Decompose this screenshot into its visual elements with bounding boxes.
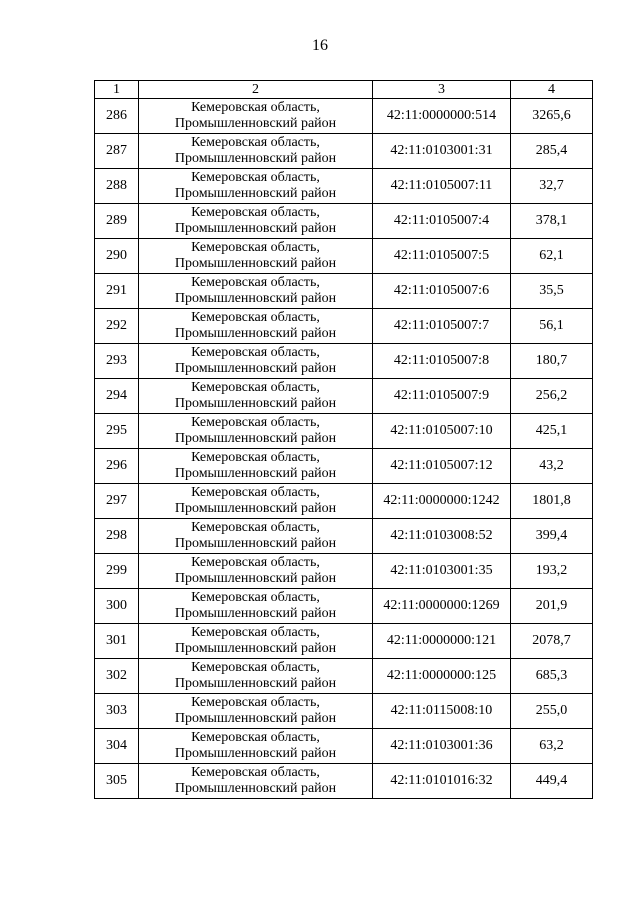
address-region: Кемеровская область, <box>191 170 320 185</box>
value-cell: 256,2 <box>511 379 593 414</box>
address-district: Промышленновский район <box>174 396 337 411</box>
address-region: Кемеровская область, <box>191 415 320 430</box>
address-region: Кемеровская область, <box>191 450 320 465</box>
cadastral-number-cell: 42:11:0105007:11 <box>373 169 511 204</box>
table-row <box>95 379 593 414</box>
address-district: Промышленновский район <box>174 291 337 306</box>
address-region: Кемеровская область, <box>191 100 320 115</box>
address-region: Кемеровская область, <box>191 380 320 395</box>
page-number: 16 <box>312 37 328 54</box>
value-cell: 378,1 <box>511 204 593 239</box>
address-district: Промышленновский район <box>174 466 337 481</box>
table-body <box>95 99 593 799</box>
row-number-cell: 292 <box>95 309 139 344</box>
address-district: Промышленновский район <box>174 431 337 446</box>
cadastral-number-cell: 42:11:0105007:5 <box>373 239 511 274</box>
value-cell: 201,9 <box>511 589 593 624</box>
table-row <box>95 274 593 309</box>
address-region: Кемеровская область, <box>191 240 320 255</box>
cadastral-number-cell: 42:11:0000000:125 <box>373 659 511 694</box>
address-cell <box>139 414 373 449</box>
address-region: Кемеровская область, <box>191 660 320 675</box>
address-district: Промышленновский район <box>174 571 337 586</box>
cadastral-number-cell: 42:11:0000000:121 <box>373 624 511 659</box>
value-cell: 255,0 <box>511 694 593 729</box>
cadastral-number-cell: 42:11:0103008:52 <box>373 519 511 554</box>
cadastral-number-cell: 42:11:0103001:36 <box>373 729 511 764</box>
cadastral-number-cell: 42:11:0105007:12 <box>373 449 511 484</box>
row-number-cell: 300 <box>95 589 139 624</box>
address-cell <box>139 449 373 484</box>
value-cell: 1801,8 <box>511 484 593 519</box>
cadastral-number-cell: 42:11:0103001:35 <box>373 554 511 589</box>
row-number-cell: 303 <box>95 694 139 729</box>
value-cell: 285,4 <box>511 134 593 169</box>
address-district: Промышленновский район <box>174 256 337 271</box>
table-row <box>95 659 593 694</box>
address-district: Промышленновский район <box>174 361 337 376</box>
row-number-cell: 291 <box>95 274 139 309</box>
row-number-cell: 305 <box>95 764 139 799</box>
address-cell <box>139 204 373 239</box>
address-cell <box>139 694 373 729</box>
cadastral-number-cell: 42:11:0105007:10 <box>373 414 511 449</box>
address-cell <box>139 624 373 659</box>
value-cell: 425,1 <box>511 414 593 449</box>
row-number-cell: 286 <box>95 99 139 134</box>
address-cell <box>139 484 373 519</box>
address-district: Промышленновский район <box>174 221 337 236</box>
table-row <box>95 764 593 799</box>
address-cell <box>139 99 373 134</box>
address-region: Кемеровская область, <box>191 485 320 500</box>
table-row <box>95 99 593 134</box>
value-cell: 180,7 <box>511 344 593 379</box>
row-number-cell: 302 <box>95 659 139 694</box>
address-cell <box>139 309 373 344</box>
table-row <box>95 134 593 169</box>
row-number-cell: 299 <box>95 554 139 589</box>
row-number-cell: 304 <box>95 729 139 764</box>
row-number-cell: 290 <box>95 239 139 274</box>
value-cell: 3265,6 <box>511 99 593 134</box>
address-district: Промышленновский район <box>174 676 337 691</box>
cadastral-number-cell: 42:11:0105007:8 <box>373 344 511 379</box>
address-cell <box>139 274 373 309</box>
row-number-cell: 287 <box>95 134 139 169</box>
address-cell <box>139 589 373 624</box>
cadastral-number-cell: 42:11:0103001:31 <box>373 134 511 169</box>
address-region: Кемеровская область, <box>191 275 320 290</box>
value-cell: 2078,7 <box>511 624 593 659</box>
address-region: Кемеровская область, <box>191 695 320 710</box>
address-district: Промышленновский район <box>174 606 337 621</box>
registry-table <box>94 80 593 799</box>
value-cell: 685,3 <box>511 659 593 694</box>
value-cell: 43,2 <box>511 449 593 484</box>
table-row <box>95 589 593 624</box>
address-cell <box>139 344 373 379</box>
address-cell <box>139 169 373 204</box>
cadastral-number-cell: 42:11:0115008:10 <box>373 694 511 729</box>
value-cell: 32,7 <box>511 169 593 204</box>
address-region: Кемеровская область, <box>191 590 320 605</box>
address-cell <box>139 239 373 274</box>
address-cell <box>139 659 373 694</box>
address-region: Кемеровская область, <box>191 135 320 150</box>
table-header <box>95 81 593 99</box>
address-district: Промышленновский район <box>174 781 337 796</box>
table-row <box>95 519 593 554</box>
address-district: Промышленновский район <box>174 151 337 166</box>
table-row <box>95 414 593 449</box>
address-region: Кемеровская область, <box>191 765 320 780</box>
table-row <box>95 169 593 204</box>
cadastral-number-cell: 42:11:0000000:1242 <box>373 484 511 519</box>
header-row <box>95 81 593 99</box>
header-col-2: 2 <box>139 81 373 99</box>
value-cell: 56,1 <box>511 309 593 344</box>
value-cell: 399,4 <box>511 519 593 554</box>
value-cell: 193,2 <box>511 554 593 589</box>
address-district: Промышленновский район <box>174 116 337 131</box>
value-cell: 63,2 <box>511 729 593 764</box>
value-cell: 62,1 <box>511 239 593 274</box>
cadastral-number-cell: 42:11:0000000:1269 <box>373 589 511 624</box>
header-col-4: 4 <box>511 81 593 99</box>
cadastral-number-cell: 42:11:0101016:32 <box>373 764 511 799</box>
address-region: Кемеровская область, <box>191 205 320 220</box>
row-number-cell: 297 <box>95 484 139 519</box>
row-number-cell: 293 <box>95 344 139 379</box>
row-number-cell: 288 <box>95 169 139 204</box>
address-cell <box>139 554 373 589</box>
value-cell: 449,4 <box>511 764 593 799</box>
cadastral-number-cell: 42:11:0105007:6 <box>373 274 511 309</box>
row-number-cell: 295 <box>95 414 139 449</box>
table-row <box>95 449 593 484</box>
address-district: Промышленновский район <box>174 501 337 516</box>
table-row <box>95 344 593 379</box>
cadastral-number-cell: 42:11:0000000:514 <box>373 99 511 134</box>
table-row <box>95 624 593 659</box>
row-number-cell: 294 <box>95 379 139 414</box>
cadastral-number-cell: 42:11:0105007:4 <box>373 204 511 239</box>
address-cell <box>139 729 373 764</box>
address-district: Промышленновский район <box>174 746 337 761</box>
address-district: Промышленновский район <box>174 641 337 656</box>
table-row <box>95 694 593 729</box>
table-row <box>95 309 593 344</box>
row-number-cell: 289 <box>95 204 139 239</box>
row-number-cell: 298 <box>95 519 139 554</box>
address-district: Промышленновский район <box>174 711 337 726</box>
address-cell <box>139 519 373 554</box>
address-region: Кемеровская область, <box>191 730 320 745</box>
table-row <box>95 204 593 239</box>
table-row <box>95 554 593 589</box>
row-number-cell: 301 <box>95 624 139 659</box>
value-cell: 35,5 <box>511 274 593 309</box>
header-col-3: 3 <box>373 81 511 99</box>
cadastral-number-cell: 42:11:0105007:7 <box>373 309 511 344</box>
address-region: Кемеровская область, <box>191 555 320 570</box>
address-region: Кемеровская область, <box>191 345 320 360</box>
address-region: Кемеровская область, <box>191 520 320 535</box>
address-region: Кемеровская область, <box>191 625 320 640</box>
address-region: Кемеровская область, <box>191 310 320 325</box>
address-district: Промышленновский район <box>174 536 337 551</box>
table-row <box>95 484 593 519</box>
row-number-cell: 296 <box>95 449 139 484</box>
header-col-1: 1 <box>95 81 139 99</box>
address-cell <box>139 379 373 414</box>
table-row <box>95 239 593 274</box>
address-district: Промышленновский район <box>174 326 337 341</box>
address-cell <box>139 134 373 169</box>
table-row <box>95 729 593 764</box>
address-district: Промышленновский район <box>174 186 337 201</box>
address-cell <box>139 764 373 799</box>
cadastral-number-cell: 42:11:0105007:9 <box>373 379 511 414</box>
